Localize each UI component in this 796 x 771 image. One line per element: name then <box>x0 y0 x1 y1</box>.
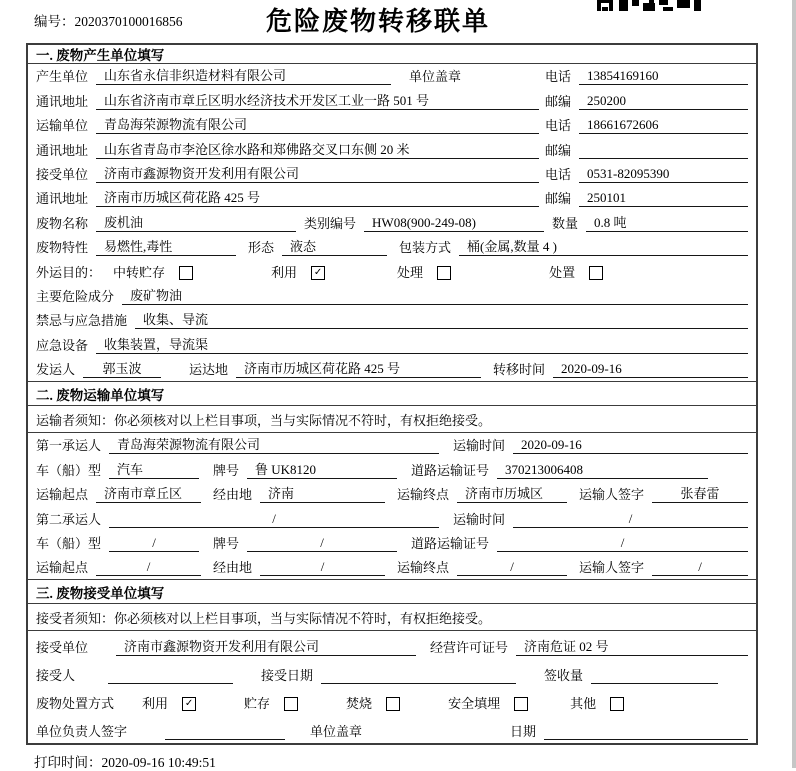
origin-label: 运输起点 <box>36 560 89 576</box>
consignor-label: 发运人 <box>36 362 76 378</box>
via-label: 经由地 <box>213 487 253 503</box>
row-consignor <box>28 357 756 381</box>
quantity-value: 0.8 吨 <box>586 212 748 232</box>
accept-unit-label: 接受单位 <box>36 640 89 656</box>
phone-label: 电话 <box>545 69 572 85</box>
row-vehicle-type-1 <box>28 457 756 481</box>
phone-label: 电话 <box>545 118 572 134</box>
section1-header: 一. 废物产生单位填写 <box>28 45 756 64</box>
phone-label: 电话 <box>545 166 572 182</box>
waste-property-label: 废物特性 <box>36 240 89 256</box>
hazard-component-label: 主要危险成分 <box>36 288 115 304</box>
zip-label: 邮编 <box>545 93 572 109</box>
emergency-equipment-label: 应急设备 <box>36 337 89 353</box>
transport-unit-value: 青岛海荣源物流有限公司 <box>96 114 539 134</box>
plate-value: 鲁 UK8120 <box>247 459 397 479</box>
transport-address-value: 山东省青岛市李沧区徐水路和郑佛路交叉口东侧 20 米 <box>96 139 539 159</box>
disposal-option-landfill: 安全填埋 <box>448 696 501 712</box>
row-receiver-unit <box>28 162 756 186</box>
row-accept-unit <box>28 631 756 659</box>
checkbox-utilize: ✓ <box>311 266 325 280</box>
serial-label: 编号： <box>34 14 75 29</box>
row-route-1 <box>28 482 756 506</box>
producer-phone-value: 13854169160 <box>579 68 748 85</box>
transfer-purpose-label: 外运目的： <box>36 264 102 280</box>
plate-label: 牌号 <box>213 462 240 478</box>
row-producer-unit <box>28 64 756 88</box>
received-amount-value <box>591 683 718 684</box>
disposal-method-label: 废物处置方式 <box>36 696 115 712</box>
row-transport-address <box>28 137 756 161</box>
row-disposal-method <box>28 687 756 715</box>
origin-label: 运输起点 <box>36 487 89 503</box>
category-code-label: 类别编号 <box>304 215 357 231</box>
vehicle-type-value: 汽车 <box>109 459 199 479</box>
terminus-2-value: / <box>457 559 567 576</box>
receiver-notice: 接受者须知：你必须核对以上栏目事项，当与实际情况不符时，有权拒绝接受。 <box>28 604 756 631</box>
zip-label: 邮编 <box>545 191 572 207</box>
checkbox-disposal-incinerate <box>386 697 400 711</box>
terminus-label: 运输终点 <box>397 560 450 576</box>
emergency-measures-label: 禁忌与应急措施 <box>36 313 128 329</box>
carrier-notice: 运输者须知：你必须核对以上栏目事项，当与实际情况不符时，有权拒绝接受。 <box>28 406 756 433</box>
row-transport-unit <box>28 113 756 137</box>
zip-label: 邮编 <box>545 142 572 158</box>
producer-unit-label: 产生单位 <box>36 69 89 85</box>
second-carrier-label: 第二承运人 <box>36 511 102 527</box>
unit-seal-label: 单位盖章 <box>310 724 363 740</box>
vehicle-type-2-value: / <box>109 535 199 552</box>
waste-property-value: 易燃性,毒性 <box>96 236 236 256</box>
section2-header: 二. 废物运输单位填写 <box>28 381 756 406</box>
serial-number: 2020370100016856 <box>74 14 183 29</box>
responsible-sign-label: 单位负责人签字 <box>36 724 128 740</box>
waste-name-label: 废物名称 <box>36 215 89 231</box>
checkbox-dispose <box>589 266 603 280</box>
category-code-value: HW08(900-249-08) <box>364 215 544 232</box>
row-receiver-address <box>28 186 756 210</box>
date-value <box>544 739 748 740</box>
checkbox-disposal-utilize: ✓ <box>182 697 196 711</box>
row-waste-property <box>28 235 756 259</box>
purpose-option-dispose: 处置 <box>549 264 576 280</box>
row-producer-address <box>28 88 756 112</box>
accept-unit-value: 济南市鑫源物资开发利用有限公司 <box>116 636 416 656</box>
transport-unit-label: 运输单位 <box>36 118 89 134</box>
via-value: 济南 <box>260 483 385 503</box>
via-2-value: / <box>260 559 385 576</box>
accept-person-value <box>108 683 233 684</box>
receiver-unit-label: 接受单位 <box>36 166 89 182</box>
producer-zip-value: 250200 <box>579 93 748 110</box>
received-amount-label: 签收量 <box>544 668 584 684</box>
responsible-sign-value <box>165 739 285 740</box>
plate-2-value: / <box>247 535 397 552</box>
emergency-measures-value: 收集、导流 <box>135 309 748 329</box>
receiver-address-value: 济南市历城区荷花路 425 号 <box>96 187 539 207</box>
accept-person-label: 接受人 <box>36 668 76 684</box>
row-route-2 <box>28 555 756 579</box>
road-permit-label: 道路运输证号 <box>411 462 490 478</box>
carrier-sign-value: 张春雷 <box>652 483 748 503</box>
row-emergency-measures <box>28 308 756 332</box>
row-emergency-equipment <box>28 332 756 356</box>
road-permit-2-value: / <box>497 535 748 552</box>
transfer-date-value: 2020-09-16 <box>553 361 748 378</box>
disposal-option-other: 其他 <box>570 696 597 712</box>
transfer-form-table <box>26 43 758 745</box>
qr-code-fragment-icon <box>597 0 701 11</box>
purpose-option-utilize: 利用 <box>271 264 298 280</box>
form-title: 危险废物转移联单 <box>265 7 490 36</box>
plate-label: 牌号 <box>213 536 240 552</box>
checkbox-storage <box>179 266 193 280</box>
hazard-component-value: 废矿物油 <box>122 285 748 305</box>
producer-unit-value: 山东省永信非织造材料有限公司 <box>96 65 391 85</box>
terminus-label: 运输终点 <box>397 487 450 503</box>
row-transfer-purpose <box>28 259 756 283</box>
destination-label: 运达地 <box>189 362 229 378</box>
vehicle-type-label: 车（船）型 <box>36 536 102 552</box>
transport-date-label: 运输时间 <box>453 438 506 454</box>
purpose-option-storage: 中转贮存 <box>113 264 166 280</box>
transfer-date-label: 转移时间 <box>493 362 546 378</box>
row-waste-name <box>28 210 756 234</box>
form-header <box>0 0 796 43</box>
transport-date-label: 运输时间 <box>453 511 506 527</box>
row-first-carrier <box>28 433 756 457</box>
second-carrier-value: / <box>109 511 439 528</box>
form-state-value: 液态 <box>282 236 387 256</box>
unit-seal-label: 单位盖章 <box>409 69 462 85</box>
receiver-unit-value: 济南市鑫源物资开发利用有限公司 <box>96 163 539 183</box>
license-value: 济南危证 02 号 <box>516 636 748 656</box>
receiver-phone-value: 0531-82095390 <box>579 166 748 183</box>
emergency-equipment-value: 收集装置，导流渠 <box>96 334 748 354</box>
producer-address-value: 山东省济南市章丘区明水经济技术开发区工业一路 501 号 <box>96 90 539 110</box>
first-carrier-value: 青岛海荣源物流有限公司 <box>109 434 439 454</box>
via-label: 经由地 <box>213 560 253 576</box>
first-carrier-label: 第一承运人 <box>36 438 102 454</box>
address-label: 通讯地址 <box>36 191 89 207</box>
disposal-option-incinerate: 焚烧 <box>346 696 373 712</box>
print-time-value: 2020-09-16 10:49:51 <box>101 755 216 770</box>
date-label: 日期 <box>510 724 537 740</box>
packing-value: 桶(金属,数量 4 ) <box>459 236 748 256</box>
disposal-option-utilize: 利用 <box>142 696 169 712</box>
transport-date-value: 2020-09-16 <box>513 437 748 454</box>
row-responsible-sign <box>28 715 756 743</box>
row-hazard-component <box>28 284 756 308</box>
road-permit-value: 370213006408 <box>497 462 708 479</box>
row-accept-person <box>28 659 756 687</box>
origin-2-value: / <box>96 559 201 576</box>
checkbox-disposal-store <box>284 697 298 711</box>
address-label: 通讯地址 <box>36 142 89 158</box>
print-time-label: 打印时间： <box>34 755 102 770</box>
terminus-value: 济南市历城区 <box>457 483 567 503</box>
license-label: 经营许可证号 <box>430 640 509 656</box>
accept-date-value <box>321 683 516 684</box>
carrier-sign-label: 运输人签字 <box>579 560 645 576</box>
carrier-sign-2-value: / <box>652 559 748 576</box>
address-label: 通讯地址 <box>36 93 89 109</box>
waste-name-value: 废机油 <box>96 212 296 232</box>
second-transport-date-value: / <box>513 511 748 528</box>
form-state-label: 形态 <box>248 240 275 256</box>
packing-label: 包装方式 <box>399 240 452 256</box>
print-time-line <box>34 751 216 771</box>
section3-header: 三. 废物接受单位填写 <box>28 579 756 604</box>
checkbox-disposal-landfill <box>514 697 528 711</box>
window-right-edge <box>792 0 796 768</box>
vehicle-type-label: 车（船）型 <box>36 462 102 478</box>
row-vehicle-type-2 <box>28 531 756 555</box>
checkbox-treat <box>437 266 451 280</box>
disposal-option-store: 贮存 <box>244 696 271 712</box>
purpose-option-treat: 处理 <box>397 264 424 280</box>
carrier-sign-label: 运输人签字 <box>579 487 645 503</box>
road-permit-label: 道路运输证号 <box>411 536 490 552</box>
receiver-zip-value: 250101 <box>579 190 748 207</box>
checkbox-disposal-other <box>610 697 624 711</box>
row-second-carrier <box>28 506 756 530</box>
transport-phone-value: 18661672606 <box>579 117 748 134</box>
accept-date-label: 接受日期 <box>261 668 314 684</box>
transport-zip-value <box>579 158 748 159</box>
quantity-label: 数量 <box>552 215 579 231</box>
destination-value: 济南市历城区荷花路 425 号 <box>236 358 481 378</box>
origin-value: 济南市章丘区 <box>96 483 201 503</box>
consignor-value: 郭玉波 <box>83 358 161 378</box>
